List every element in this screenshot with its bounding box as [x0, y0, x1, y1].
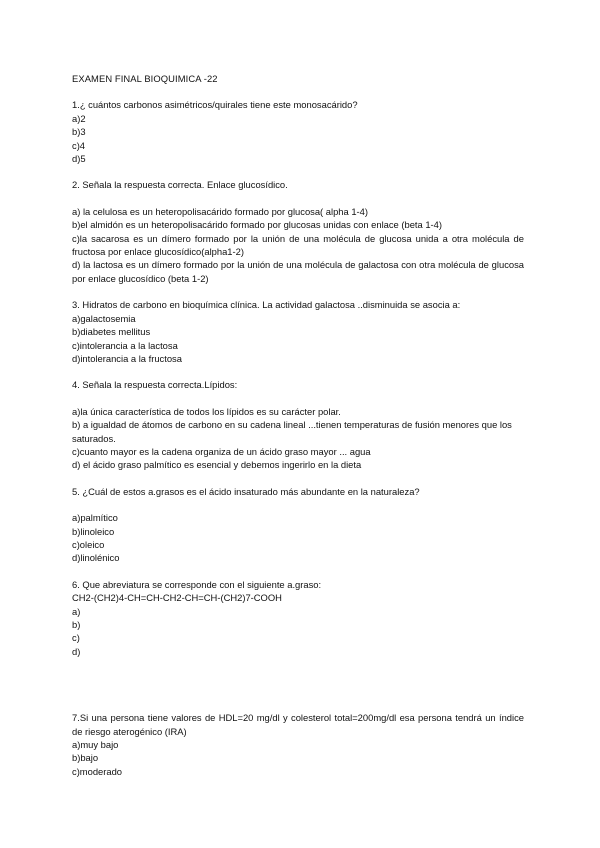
question-6-text: 6. Que abreviatura se corresponde con el siguiente a.graso:	[72, 578, 322, 590]
question-2-option-d: d) la lactosa es un dímero formado por la unión de una molécula de galactosa con otra molécula de glucosa por enlace glucosídico (beta 1-2)	[72, 259, 524, 284]
question-4-text: 4. Señala la respuesta correcta.Lípidos:	[72, 379, 238, 391]
question-7-option-c: c)moderado	[72, 765, 123, 777]
question-6-formula: CH2-(CH2)4-CH=CH-CH2-CH=CH-(CH2)7-COOH	[72, 592, 282, 604]
question-1-option-a: a)2	[72, 112, 86, 124]
question-1-text: 1.¿ cuántos carbonos asimétricos/quirales tiene este monosacárido?	[72, 99, 358, 111]
question-2-option-c: c)la sacarosa es un dímero formado por la unión de una molécula de glucosa unida a otra molécula de fructosa por enlace glucosídico(alpha1-2)	[72, 232, 524, 258]
question-4-option-d: d) el ácido graso palmítico es esencial y debemos ingerirlo en la dieta	[72, 459, 362, 471]
question-3	[72, 298, 524, 365]
question-6-option-a: a)	[72, 605, 81, 617]
question-2-text: 2. Señala la respuesta correcta. Enlace glucosídico.	[72, 179, 288, 191]
question-6-option-b: b)	[72, 619, 81, 630]
question-3-text: 3. Hidratos de carbono en bioquímica clínica. La actividad galactosa ..disminuida se asocia a:	[72, 299, 461, 311]
question-2-option-a: a) la celulosa es un heteropolisacárido formado por glucosa( alpha 1-4)	[72, 205, 369, 217]
question-6-option-d: d)	[72, 645, 81, 657]
question-5-option-d: d)linolénico	[72, 552, 120, 564]
question-1	[72, 98, 524, 165]
question-6-option-c: c)	[72, 632, 80, 644]
question-6	[72, 578, 524, 658]
question-3-option-d: d)intolerancia a la fructosa	[72, 352, 182, 364]
question-2-option-b: b)el almidón es un heteropolisacárido formado por glucosas unidas con enlace (beta 1-4)	[72, 219, 443, 231]
question-5-option-b: b)linoleico	[72, 525, 115, 537]
exam-content	[72, 72, 524, 791]
question-7-option-a: a)muy bajo	[72, 739, 119, 751]
question-3-option-a: a)galactosemia	[72, 312, 136, 324]
question-4	[72, 378, 524, 471]
exam-title: EXAMEN FINAL BIOQUIMICA -22	[72, 73, 218, 84]
question-7-option-b: b)bajo	[72, 752, 99, 764]
question-4-option-a: a)la única característica de todos los lípidos es su carácter polar.	[72, 405, 341, 417]
question-4-option-c: c)cuanto mayor es la cadena organiza de un ácido graso mayor ... agua	[72, 445, 371, 457]
question-3-option-c: c)intolerancia a la lactosa	[72, 339, 178, 351]
question-1-option-b: b)3	[72, 126, 86, 138]
question-5-option-c: c)oleico	[72, 538, 105, 550]
question-1-option-c: c)4	[72, 139, 86, 151]
question-7	[72, 711, 524, 778]
question-2	[72, 178, 524, 285]
question-5-text: 5. ¿Cuál de estos a.grasos es el ácido insaturado más abundante en la naturaleza?	[72, 485, 420, 497]
question-3-option-b: b)diabetes mellitus	[72, 326, 151, 338]
question-1-option-d: d)5	[72, 153, 86, 165]
question-4-option-b: b) a igualdad de átomos de carbono en su cadena lineal ...tienen temperaturas de fusión menores que los saturados.	[72, 419, 512, 444]
question-7-text: 7.Si una persona tiene valores de HDL=20 mg/dl y colesterol total=200mg/dl esa persona tendrá un índice de riesgo aterogénico (IRA)	[72, 712, 524, 737]
question-5-option-a: a)palmítico	[72, 512, 118, 524]
question-5	[72, 485, 524, 565]
